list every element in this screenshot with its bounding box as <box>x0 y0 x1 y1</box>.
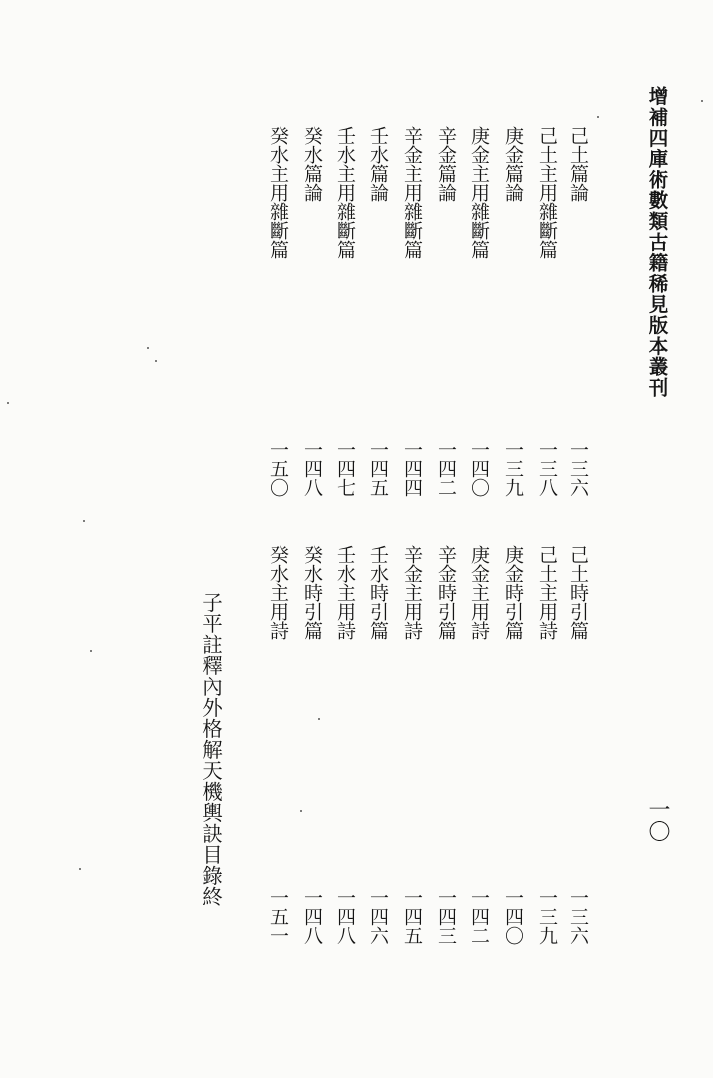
scan-speck <box>90 650 92 652</box>
scan-speck <box>300 810 302 812</box>
toc-entry-title: 壬水主用雜斷篇 <box>334 126 356 259</box>
toc-entry-page: 一四二 <box>468 888 490 945</box>
page-number: 一〇 <box>645 798 670 842</box>
toc-entry-title: 癸水主用雜斷篇 <box>267 126 289 259</box>
toc-entry-page: 一四五 <box>367 440 389 497</box>
toc-entry-page: 一三九 <box>536 888 558 945</box>
toc-entry-page: 一四四 <box>401 440 423 497</box>
scan-speck <box>83 520 85 522</box>
scan-speck <box>597 116 599 118</box>
toc-entry-title: 壬水時引篇 <box>367 545 389 640</box>
toc-entry-page: 一四三 <box>435 888 457 945</box>
toc-entry-page: 一三九 <box>502 440 524 497</box>
toc-entry-page: 一五〇 <box>267 440 289 497</box>
toc-entry-title: 壬水主用詩 <box>334 545 356 640</box>
toc-entry-title: 己土篇論 <box>567 126 589 202</box>
toc-entry-title: 辛金主用雜斷篇 <box>401 126 423 259</box>
toc-entry-title: 辛金時引篇 <box>435 545 457 640</box>
toc-entry-page: 一四八 <box>301 440 323 497</box>
scan-speck <box>147 347 149 349</box>
toc-entry-title: 辛金主用詩 <box>401 545 423 640</box>
toc-entry-title: 癸水篇論 <box>301 126 323 202</box>
toc-entry-title: 庚金主用詩 <box>468 545 490 640</box>
toc-entry-title: 庚金時引篇 <box>502 545 524 640</box>
toc-entry-title: 庚金篇論 <box>502 126 524 202</box>
toc-entry-page: 一四七 <box>334 440 356 497</box>
toc-entry-title: 辛金篇論 <box>435 126 457 202</box>
toc-entry-page: 一四〇 <box>502 888 524 945</box>
toc-entry-page: 一三六 <box>567 440 589 497</box>
toc-entry-title: 癸水主用詩 <box>267 545 289 640</box>
toc-entry-title: 壬水篇論 <box>367 126 389 202</box>
toc-entry-page: 一四二 <box>435 440 457 497</box>
series-title: 增補四庫術數類古籍稀見版本叢刊 <box>645 86 669 398</box>
scan-speck <box>155 360 157 362</box>
scan-speck <box>701 100 703 102</box>
scan-speck <box>318 718 320 720</box>
toc-entry-title: 庚金主用雜斷篇 <box>468 126 490 259</box>
toc-entry-title: 己土時引篇 <box>567 545 589 640</box>
toc-entry-title: 己土主用雜斷篇 <box>536 126 558 259</box>
toc-entry-title: 癸水時引篇 <box>301 545 323 640</box>
toc-entry-page: 一四八 <box>334 888 356 945</box>
toc-entry-page: 一四〇 <box>468 440 490 497</box>
toc-entry-page: 一五一 <box>267 888 289 945</box>
scan-speck <box>7 402 9 404</box>
toc-entry-page: 一四八 <box>301 888 323 945</box>
toc-entry-page: 一三六 <box>567 888 589 945</box>
toc-closing-line: 子平註釋內外格解天機輿訣目錄終 <box>198 592 223 907</box>
toc-entry-page: 一四六 <box>367 888 389 945</box>
toc-entry-page: 一三八 <box>536 440 558 497</box>
toc-entry-title: 己土主用詩 <box>536 545 558 640</box>
toc-entry-page: 一四五 <box>401 888 423 945</box>
scan-speck <box>79 868 81 870</box>
